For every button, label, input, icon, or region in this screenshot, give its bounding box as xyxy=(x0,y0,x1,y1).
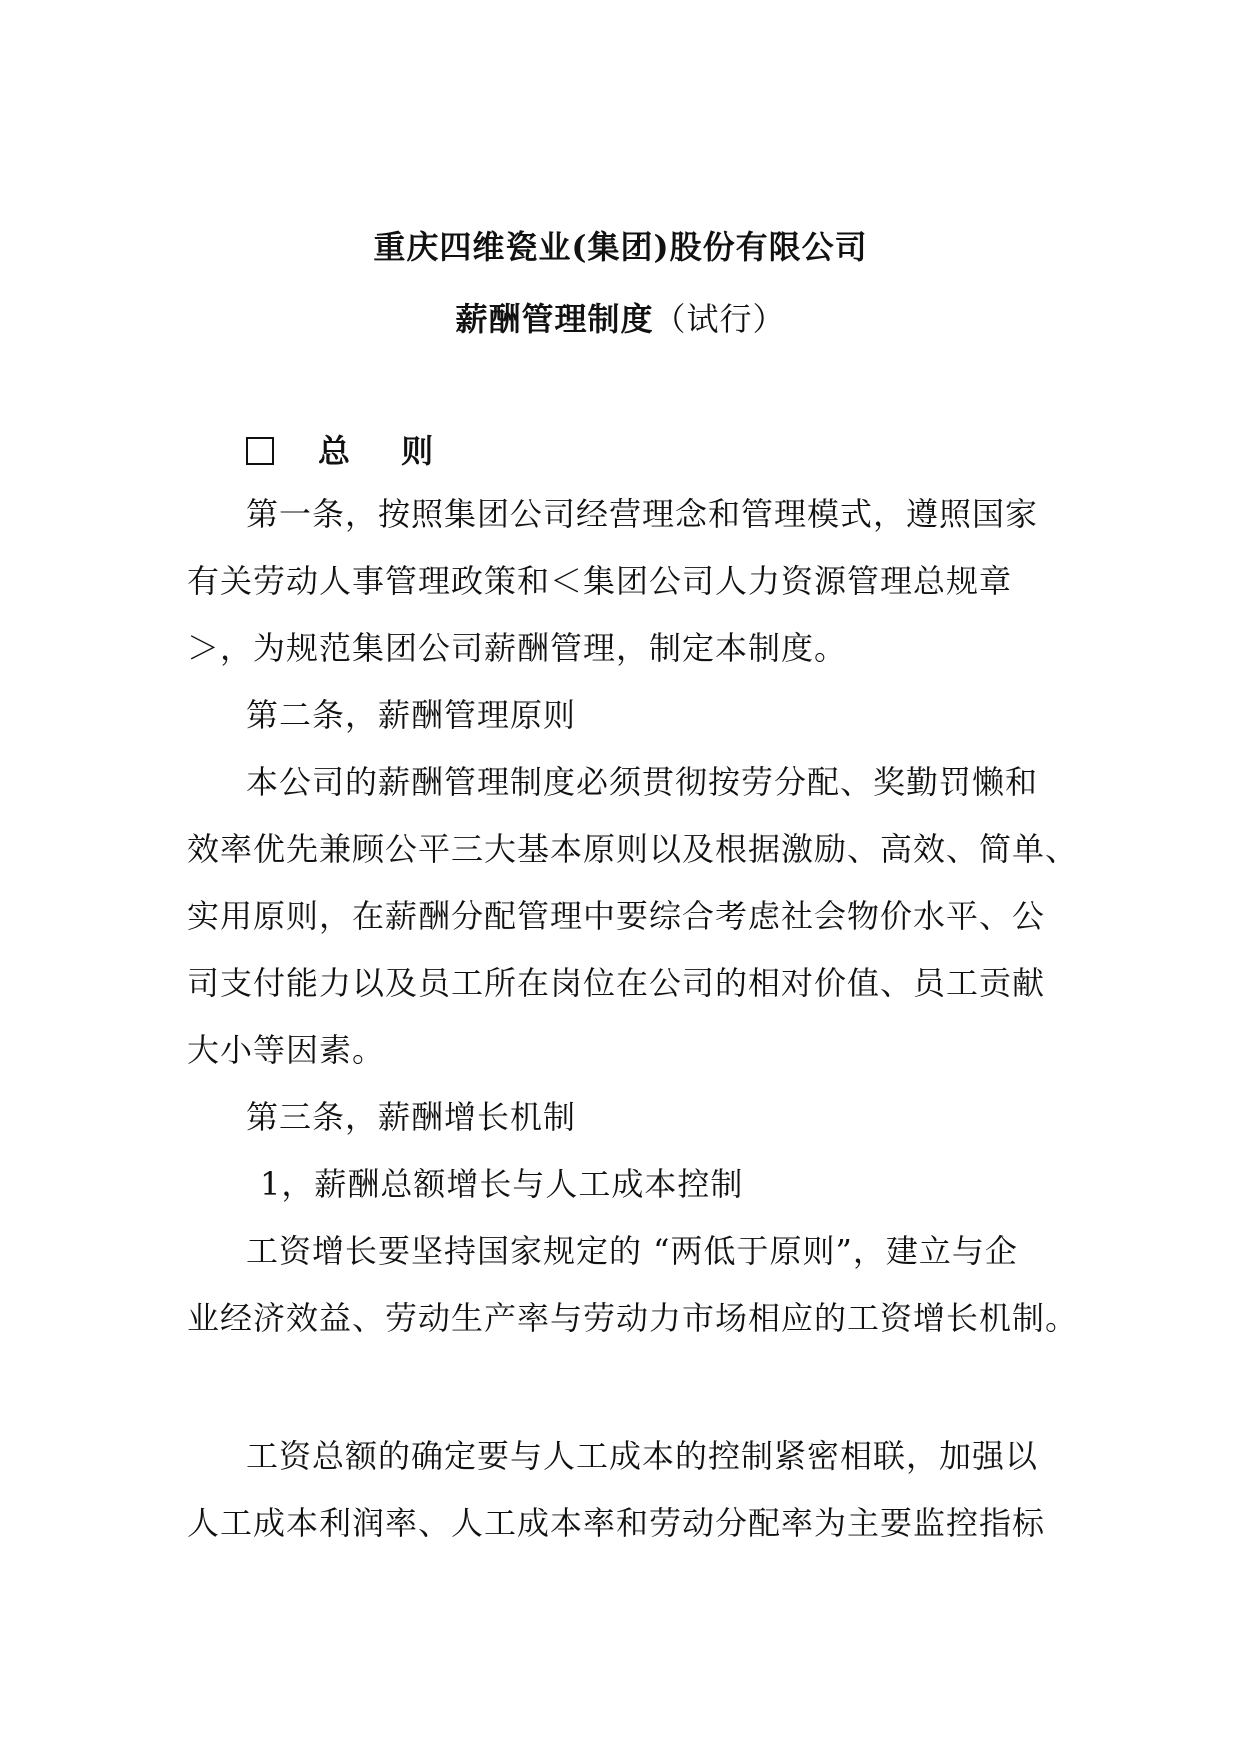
article-heading: 第三条，薪酬增长机制 xyxy=(246,1098,577,1136)
document-title-main: 薪酬管理制度 xyxy=(455,300,654,338)
paragraph-line: 大小等因素。 xyxy=(187,1031,386,1069)
paragraph-line: 实用原则，在薪酬分配管理中要综合考虑社会物价水平、公 xyxy=(187,897,1046,935)
subsection-heading: 1，薪酬总额增长与人工成本控制 xyxy=(260,1165,744,1203)
paragraph-line: 第一条，按照集团公司经营理念和管理模式，遵照国家 xyxy=(246,495,1039,533)
company-title: 重庆四维瓷业(集团)股份有限公司 xyxy=(373,228,868,266)
paragraph-line: 有关劳动人事管理政策和＜集团公司人力资源管理总规章 xyxy=(187,562,1013,600)
paragraph-line: 业经济效益、劳动生产率与劳动力市场相应的工资增长机制。 xyxy=(187,1299,1079,1337)
paragraph-line: 效率优先兼顾公平三大基本原则以及根据激励、高效、简单、 xyxy=(187,830,1079,868)
section-heading-text: 总 则 xyxy=(318,432,454,470)
article-heading: 第二条，薪酬管理原则 xyxy=(246,696,577,734)
paragraph-line: 工资总额的确定要与人工成本的控制紧密相联，加强以 xyxy=(246,1437,1039,1475)
paragraph-line: 本公司的薪酬管理制度必须贯彻按劳分配、奖勤罚懒和 xyxy=(246,763,1039,801)
paragraph-line: 司支付能力以及员工所在岗位在公司的相对价值、员工贡献 xyxy=(187,964,1046,1002)
paragraph-line: 工资增长要坚持国家规定的 “两低于原则”，建立与企 xyxy=(246,1232,1018,1270)
section-heading xyxy=(246,426,453,472)
document-title xyxy=(0,294,1241,340)
checkbox-square-icon xyxy=(246,437,274,465)
document-title-suffix: （试行） xyxy=(653,300,786,338)
paragraph-line: 人工成本利润率、人工成本率和劳动分配率为主要监控指标 xyxy=(187,1504,1046,1542)
paragraph-line: ＞，为规范集团公司薪酬管理，制定本制度。 xyxy=(187,629,848,667)
